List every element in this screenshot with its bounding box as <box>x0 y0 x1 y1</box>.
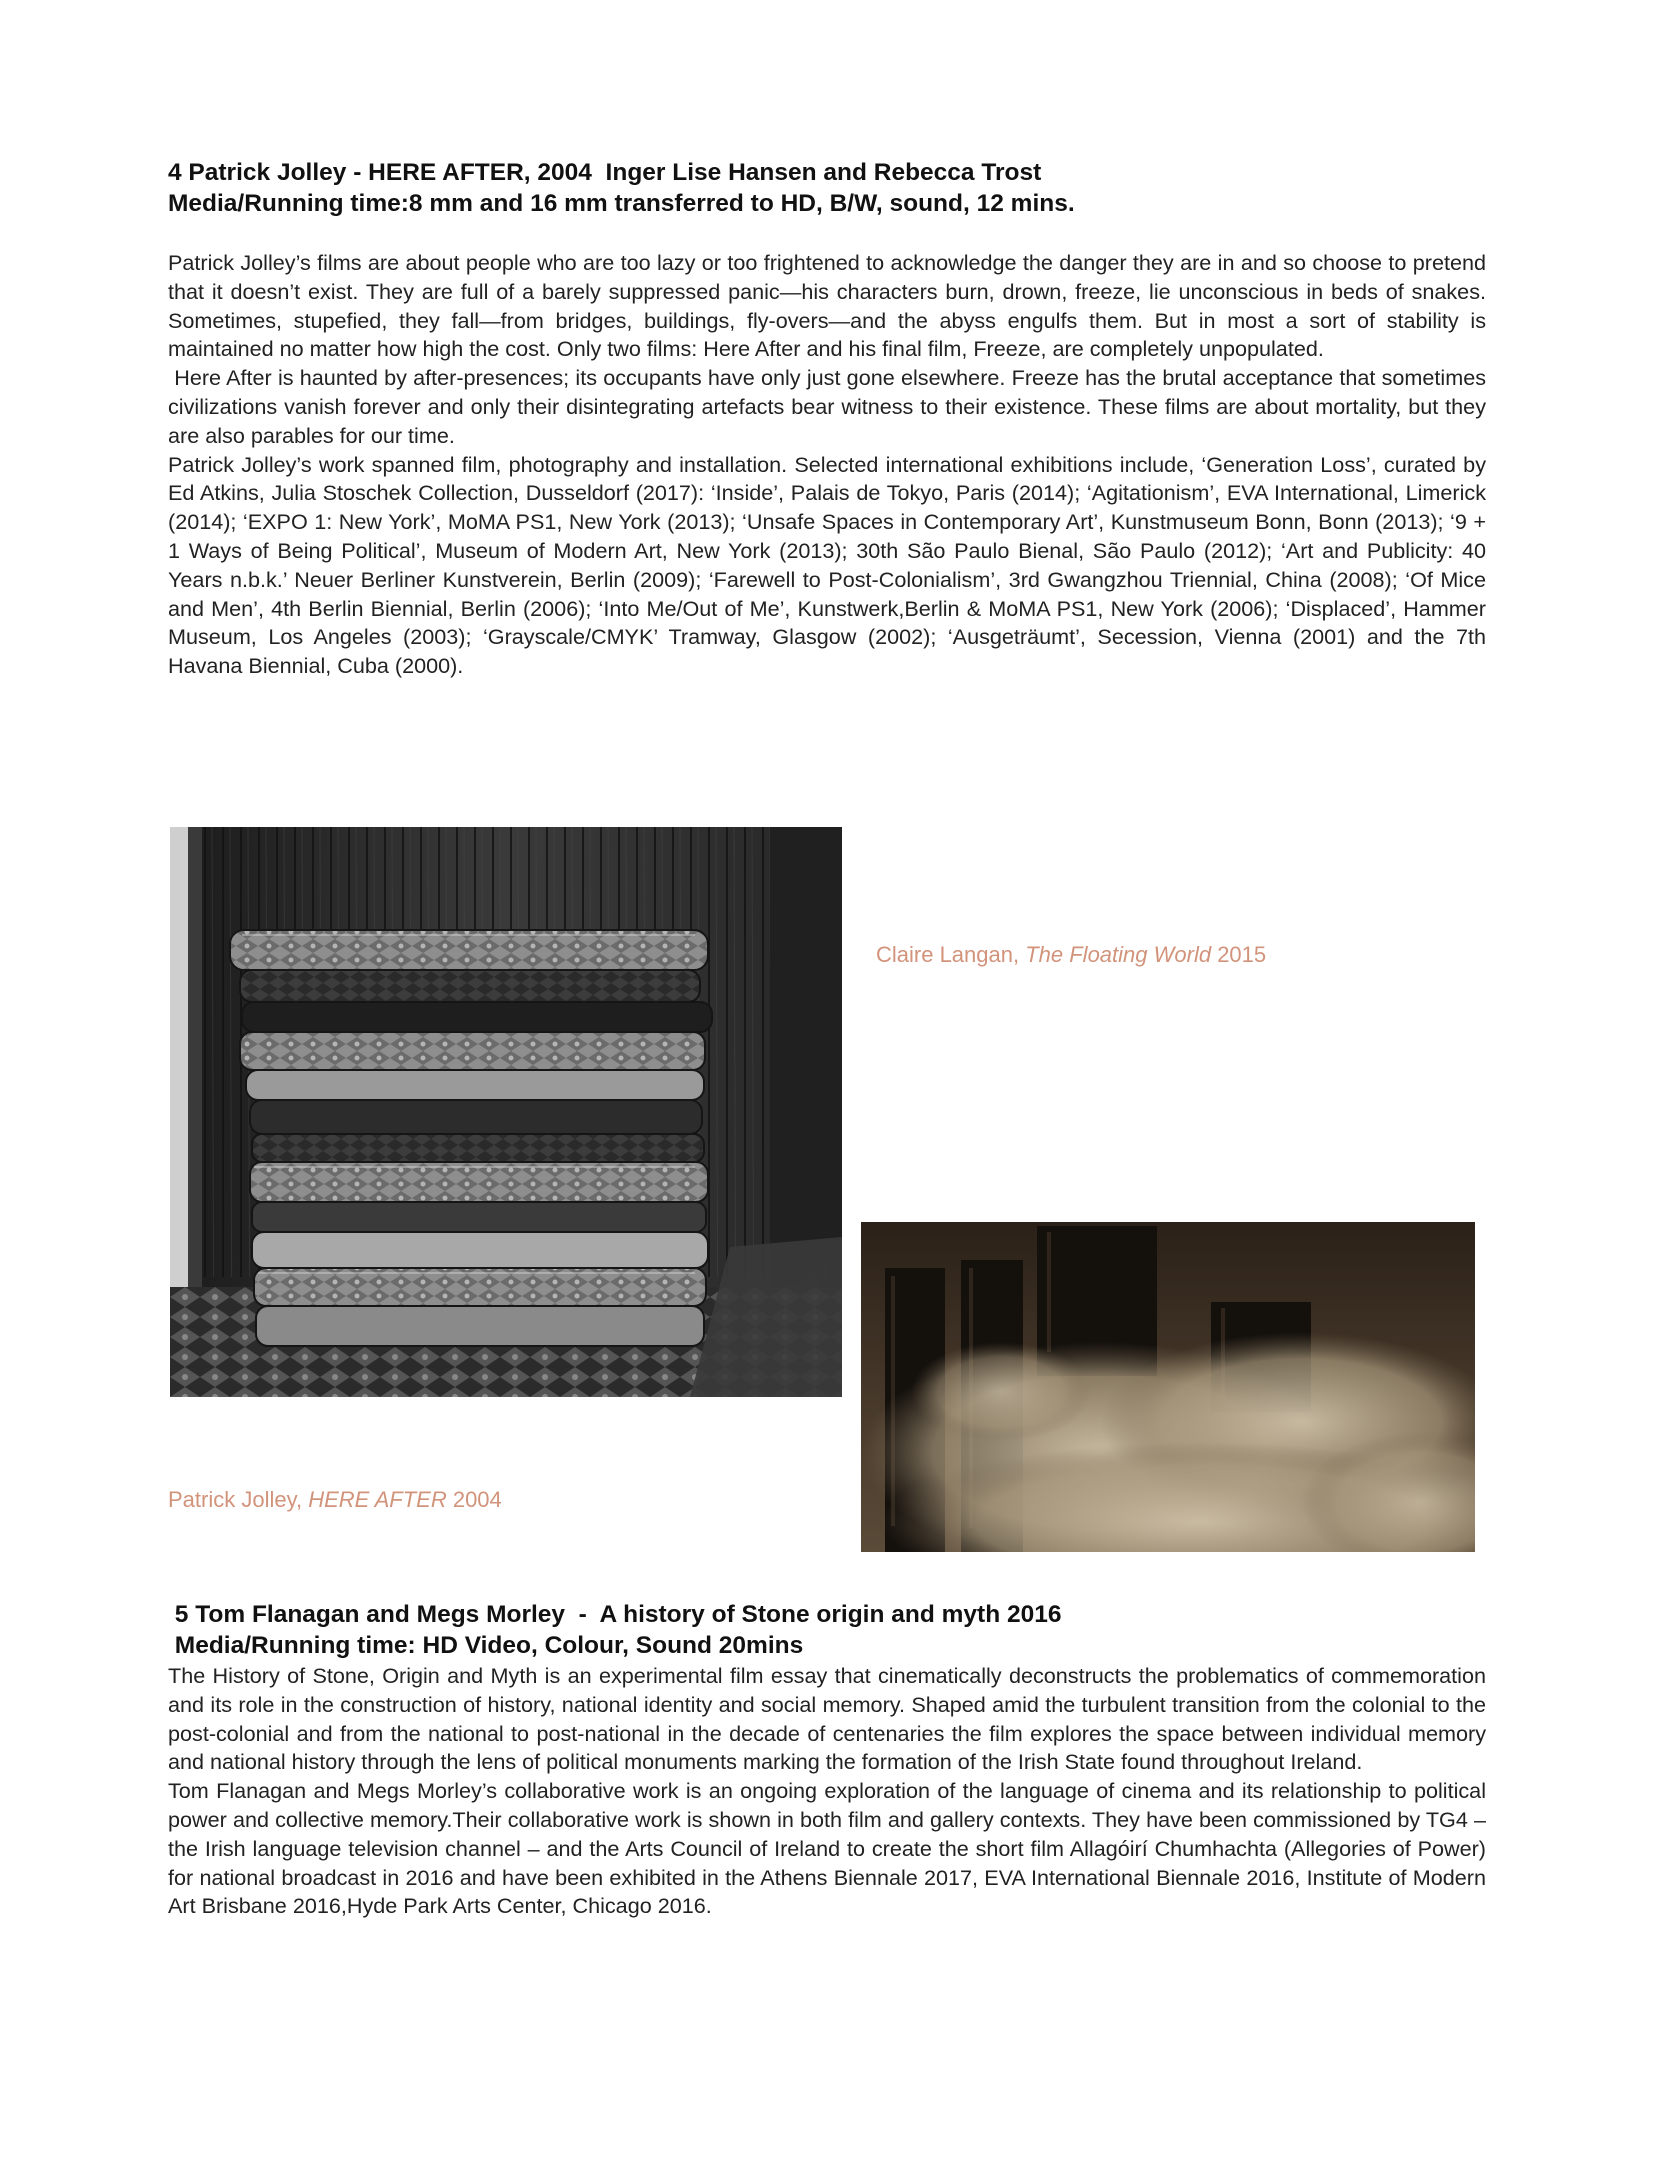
floating-world-photo <box>861 1222 1475 1552</box>
caption-patrick-jolley <box>168 1486 502 1514</box>
caption-langan-year: 2015 <box>1211 942 1267 967</box>
section-4-paragraph-2: Here After is haunted by after-presences; its occupants have only just gone elsewhere. Freeze has the brutal acceptance that sometimes civilizations vanish forever and only their disintegrating artefacts bear witness to their existence. These films are about mortality, but they are also parables for our time. <box>168 365 1493 448</box>
here-after-photo <box>170 827 842 1397</box>
section-5-media-line: Media/Running time: HD Video, Colour, Sound 20mins <box>168 1632 804 1659</box>
caption-jolley-artist: Patrick Jolley, <box>168 1487 309 1512</box>
caption-jolley-title: HERE AFTER <box>308 1487 447 1512</box>
section-5-paragraph-1: The History of Stone, Origin and Myth is an experimental film essay that cinematically deconstructs the problematics of commemoration and its role in the construction of history, national identity and social memory. Shaped amid the turbulent transition from the colonial to the post-colonial and from the national to post-national in the decade of centenaries the film explores the space between individual memory and national history through the lens of political monuments marking the formation of the Irish State found throughout Ireland. <box>168 1663 1486 1775</box>
caption-langan-title: The Floating World <box>1025 942 1212 967</box>
here-after-image <box>170 827 842 1397</box>
section-4-media-line: Media/Running time:8 mm and 16 mm transferred to HD, B/W, sound, 12 mins. <box>168 190 1075 217</box>
section-5-body <box>168 1662 1486 1921</box>
caption-claire-langan <box>876 941 1266 969</box>
section-5-paragraph-2: Tom Flanagan and Megs Morley’s collaborative work is an ongoing exploration of the language of cinema and its relationship to political power and collective memory.Their collaborative work is shown in both film and gallery contexts. They have been commissioned by TG4 – the Irish language television channel – and the Arts Council of Ireland to create the short film Allagóirí Chumhachta (Allegories of Power) for national broadcast in 2016 and have been exhibited in the Athens Biennale 2017, EVA International Biennale 2016, Institute of Modern Art Brisbane 2016,Hyde Park Arts Center, Chicago 2016. <box>168 1778 1486 1919</box>
section-4-body <box>168 249 1493 681</box>
section-5-title: 5 Tom Flanagan and Megs Morley - A history of Stone origin and myth 2016 <box>168 1601 1062 1628</box>
section-4-paragraph-3: Patrick Jolley’s work spanned film, photography and installation. Selected international exhibitions include, ‘Generation Loss’, curated by Ed Atkins, Julia Stoschek Collection, Dusseldorf (2017): ‘Inside’, Palais de Tokyo, Paris (2014); ‘Agitationism’, EVA International, Limerick (2014); ‘EXPO 1: New York’, MoMA PS1, New York (2013); ‘Unsafe Spaces in Contemporary Art’, Kunstmuseum Bonn, Bonn (2013); ‘9 + 1 Ways of Being Political’, Museum of Modern Art, New York (2013); 30th São Paulo Bienal, São Paulo (2012); ‘Art and Publicity: 40 Years n.b.k.’ Neuer Berliner Kunstverein, Berlin (2009); ‘Farewell to Post-Colonialism’, 3rd Gwangzhou Triennial, China (2008); ‘Of Mice and Men’, 4th Berlin Biennial, Berlin (2006); ‘Into Me/Out of Me’, Kunstwerk,Berlin & MoMA PS1, New York (2006); ‘Displaced’, Hammer Museum, Los Angeles (2003); ‘Grayscale/CMYK’ Tramway, Glasgow (2002); ‘Ausgeträumt’, Secession, Vienna (2001) and the 7th Havana Biennial, Cuba (2000). <box>168 451 1486 679</box>
section-4-paragraph-1: Patrick Jolley’s films are about people who are too lazy or too frightened to acknowledge the danger they are in and so choose to pretend that it doesn’t exist. They are full of a barely suppressed panic—his characters burn, drown, freeze, lie unconscious in beds of snakes. Sometimes, stupefied, they fall—from bridges, buildings, fly-overs—and the abyss engulfs them. But in most a sort of stability is maintained no matter how high the cost. Only two films: Here After and his final film, Freeze, are completely unpopulated. <box>168 250 1486 362</box>
caption-jolley-year: 2004 <box>446 1487 502 1512</box>
floating-world-image <box>861 1222 1475 1552</box>
caption-langan-artist: Claire Langan, <box>876 942 1026 967</box>
section-4-title: 4 Patrick Jolley - HERE AFTER, 2004 Inger Lise Hansen and Rebecca Trost <box>168 159 1042 186</box>
